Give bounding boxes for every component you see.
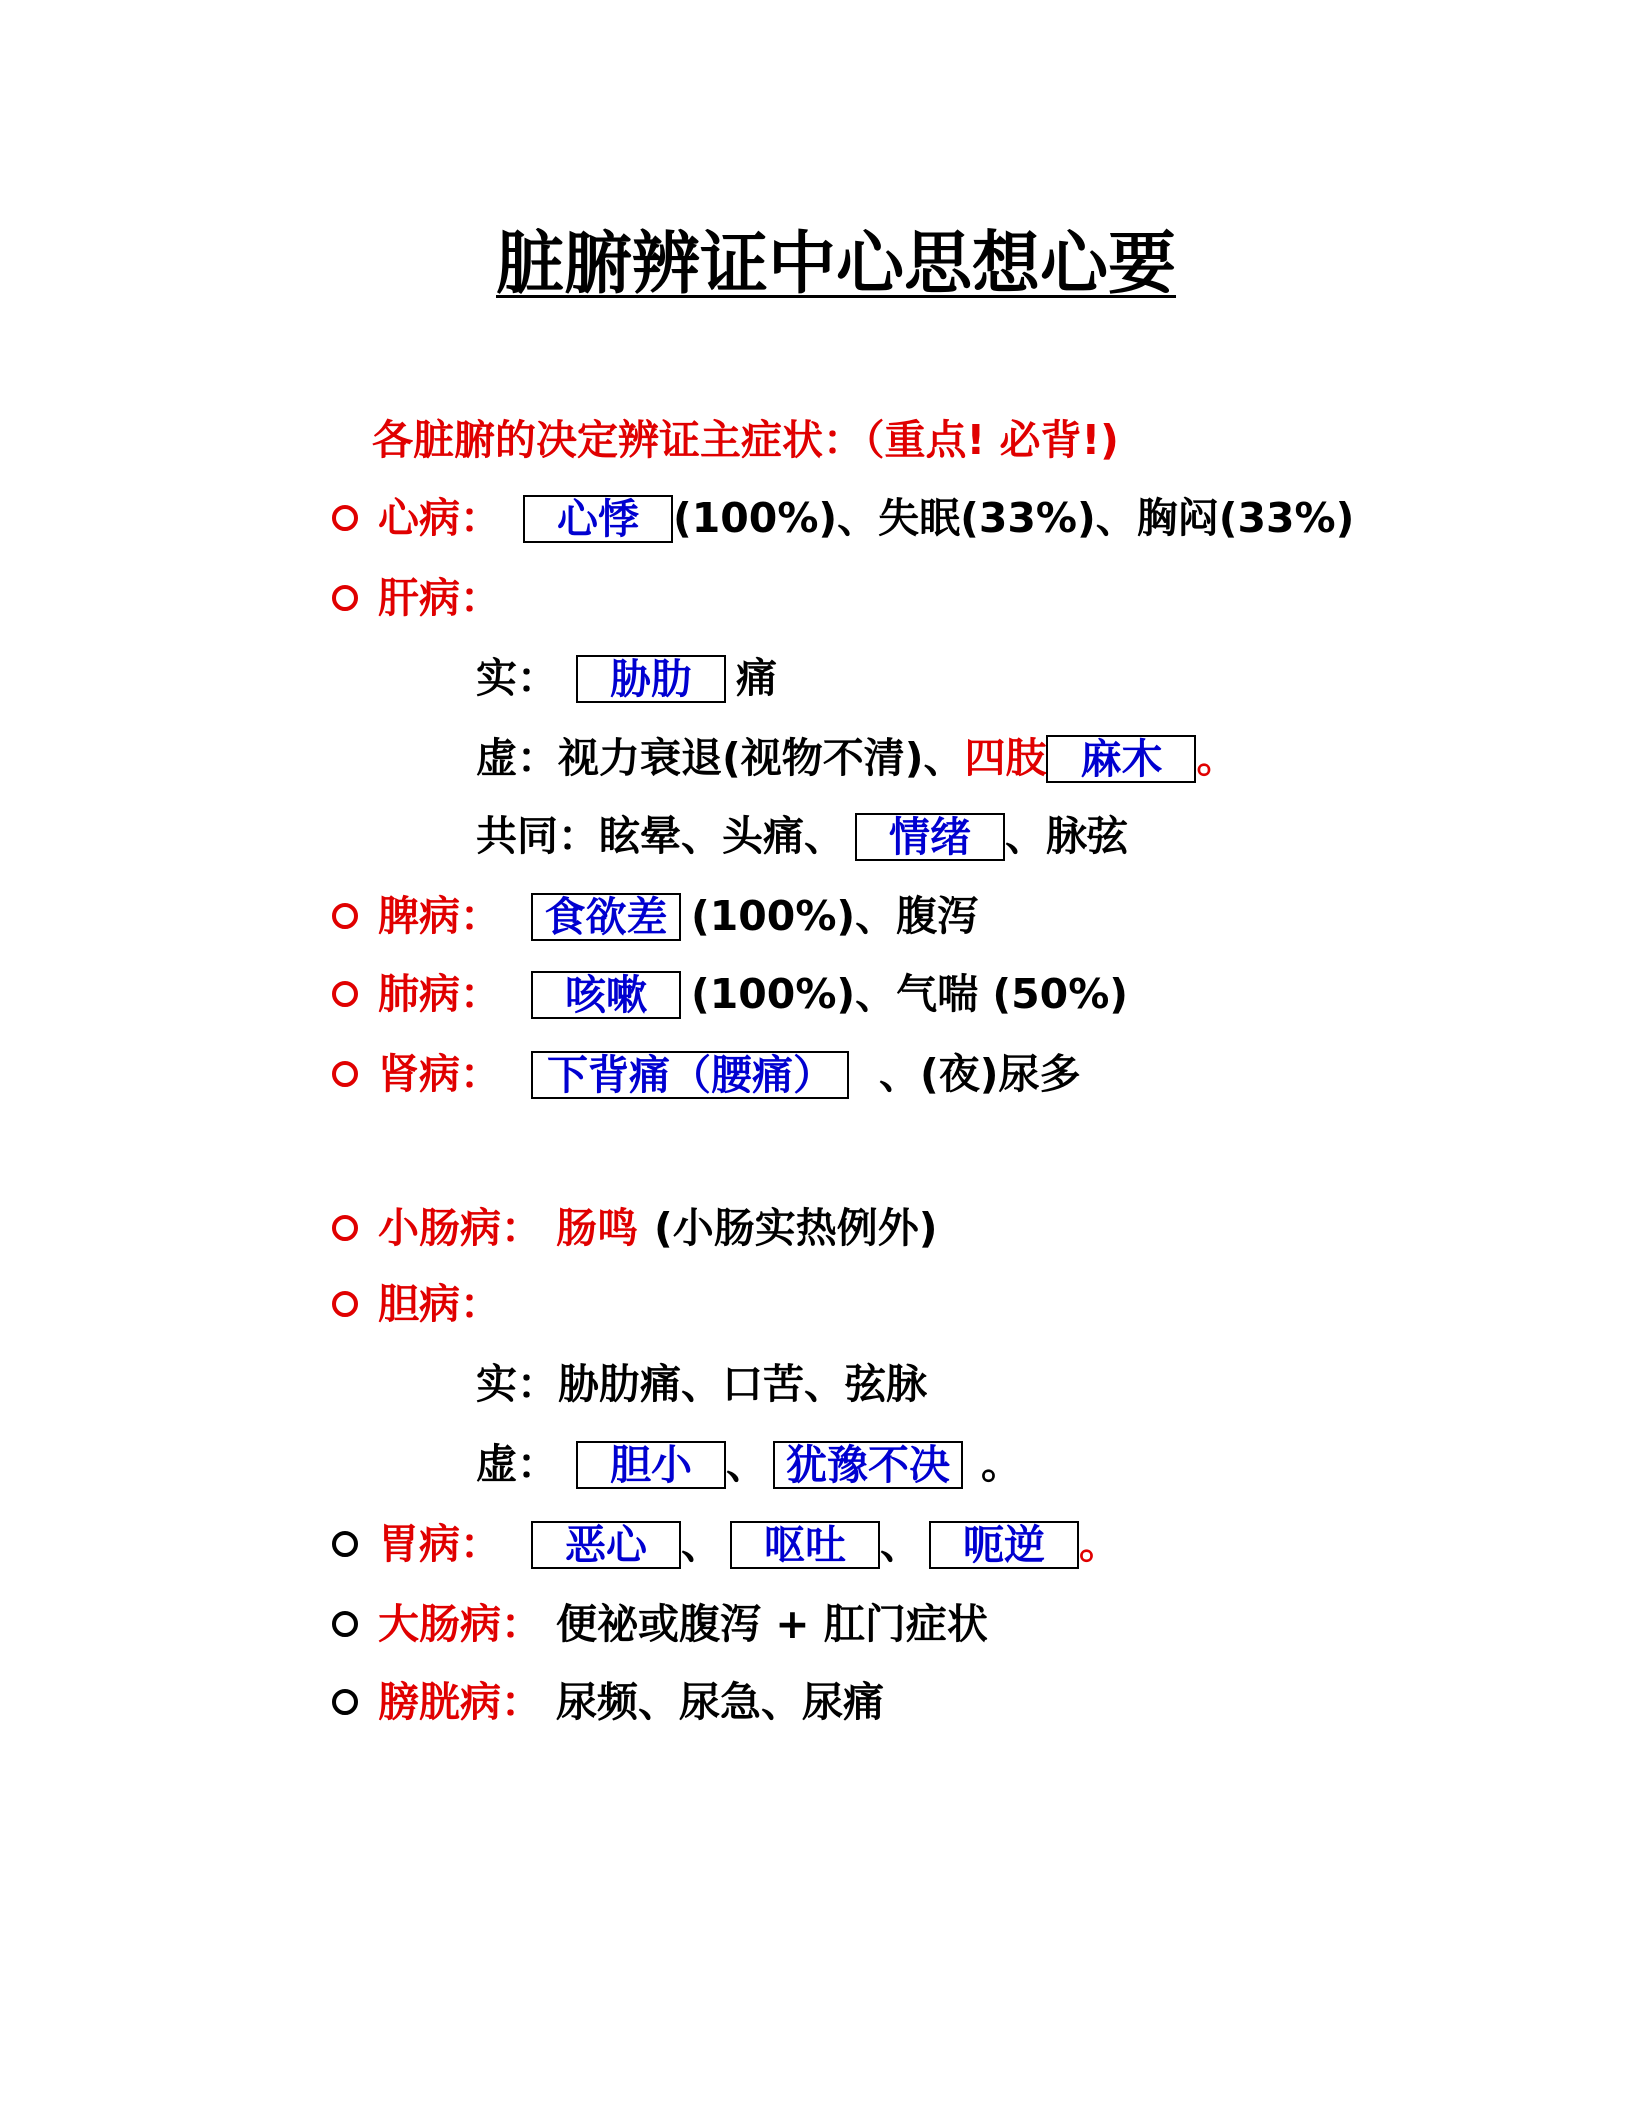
bullet-icon	[332, 1531, 358, 1557]
gallbladder-shi-text: 胁肋痛、口苦、弦脉	[558, 1360, 927, 1408]
stomach-sep-1: 、	[681, 1520, 722, 1568]
spleen-answer-box: 食欲差	[531, 893, 681, 941]
gallbladder-xu-answer-box-2: 犹豫不决	[773, 1441, 963, 1489]
small-intestine-red-text: 肠鸣	[556, 1204, 638, 1252]
kidney-row	[332, 1046, 1080, 1102]
spleen-rest: (100%)、腹泻	[691, 892, 979, 940]
liver-label: 肝病：	[378, 574, 501, 622]
bladder-rest: 尿频、尿急、尿痛	[556, 1678, 884, 1726]
liver-xu-answer-box: 麻木	[1046, 735, 1196, 783]
liver-row	[332, 570, 501, 626]
gallbladder-xu-sep: 、	[726, 1440, 767, 1488]
lung-row	[332, 966, 1128, 1022]
stomach-row	[332, 1516, 1120, 1572]
bladder-row	[332, 1674, 884, 1730]
gallbladder-row	[332, 1276, 501, 1332]
bladder-label: 膀胱病：	[378, 1678, 542, 1726]
liver-shi-answer-box: 胁肋	[576, 655, 726, 703]
liver-xu-end: 。	[1196, 734, 1238, 782]
heart-rest: (100%)、失眠(33%)、胸闷(33%)	[673, 494, 1355, 542]
liver-common-row	[476, 808, 1128, 864]
gallbladder-shi-label: 实：	[476, 1360, 558, 1408]
bullet-icon	[332, 981, 358, 1007]
liver-xu-label: 虚：	[476, 734, 558, 782]
stomach-label: 胃病：	[378, 1520, 501, 1568]
page-title: 脏腑辨证中心思想心要	[496, 225, 1177, 304]
gallbladder-label: 胆病：	[378, 1280, 501, 1328]
heart-answer-box: 心悸	[523, 495, 673, 543]
bullet-icon	[332, 903, 358, 929]
lung-answer-box: 咳嗽	[531, 971, 681, 1019]
bullet-icon	[332, 1611, 358, 1637]
liver-xu-text: 视力衰退(视物不清)、	[558, 734, 965, 782]
liver-common-label: 共同：	[476, 812, 599, 860]
lung-rest: (100%)、气喘 (50%)	[691, 970, 1129, 1018]
small-intestine-rest: (小肠实热例外)	[654, 1204, 938, 1252]
liver-xu-red: 四肢	[964, 734, 1047, 782]
spleen-row	[332, 888, 978, 944]
stomach-sep-2: 、	[880, 1520, 921, 1568]
bullet-icon	[332, 1689, 358, 1715]
subtitle: 各脏腑的决定辨证主症状：（重点! 必背!)	[372, 416, 1119, 464]
bullet-icon	[332, 585, 358, 611]
gallbladder-xu-answer-box-1: 胆小	[576, 1441, 726, 1489]
bullet-icon	[332, 1061, 358, 1087]
bullet-icon	[332, 1215, 358, 1241]
lung-label: 肺病：	[378, 970, 501, 1018]
bullet-icon	[332, 505, 358, 531]
liver-shi-row	[476, 650, 777, 706]
kidney-rest: 、(夜)尿多	[879, 1050, 1081, 1098]
small-intestine-label: 小肠病：	[378, 1204, 542, 1252]
kidney-answer-box: 下背痛（腰痛）	[531, 1051, 849, 1099]
small-intestine-row	[332, 1200, 937, 1256]
gallbladder-xu-label: 虚：	[476, 1440, 558, 1488]
stomach-end: 。	[1079, 1520, 1120, 1568]
stomach-answer-box-1: 恶心	[531, 1521, 681, 1569]
liver-xu-row	[476, 730, 1237, 786]
heart-row	[332, 490, 1354, 546]
large-intestine-row	[332, 1596, 988, 1652]
liver-common-text: 眩晕、头痛、	[599, 812, 845, 860]
stomach-answer-box-3: 呃逆	[929, 1521, 1079, 1569]
stomach-answer-box-2: 呕吐	[730, 1521, 880, 1569]
gallbladder-xu-end: 。	[981, 1440, 1022, 1488]
liver-shi-rest: 痛	[736, 654, 777, 702]
bullet-icon	[332, 1291, 358, 1317]
heart-label: 心病：	[378, 494, 501, 542]
large-intestine-rest: 便祕或腹泻 + 肛门症状	[556, 1600, 988, 1648]
liver-common-rest: 、脉弦	[1005, 812, 1128, 860]
spleen-label: 脾病：	[378, 892, 501, 940]
liver-common-answer-box: 情绪	[855, 813, 1005, 861]
kidney-label: 肾病：	[378, 1050, 501, 1098]
gallbladder-shi-row	[476, 1356, 927, 1412]
gallbladder-xu-row	[476, 1436, 1022, 1492]
large-intestine-label: 大肠病：	[378, 1600, 542, 1648]
liver-shi-label: 实：	[476, 654, 558, 702]
